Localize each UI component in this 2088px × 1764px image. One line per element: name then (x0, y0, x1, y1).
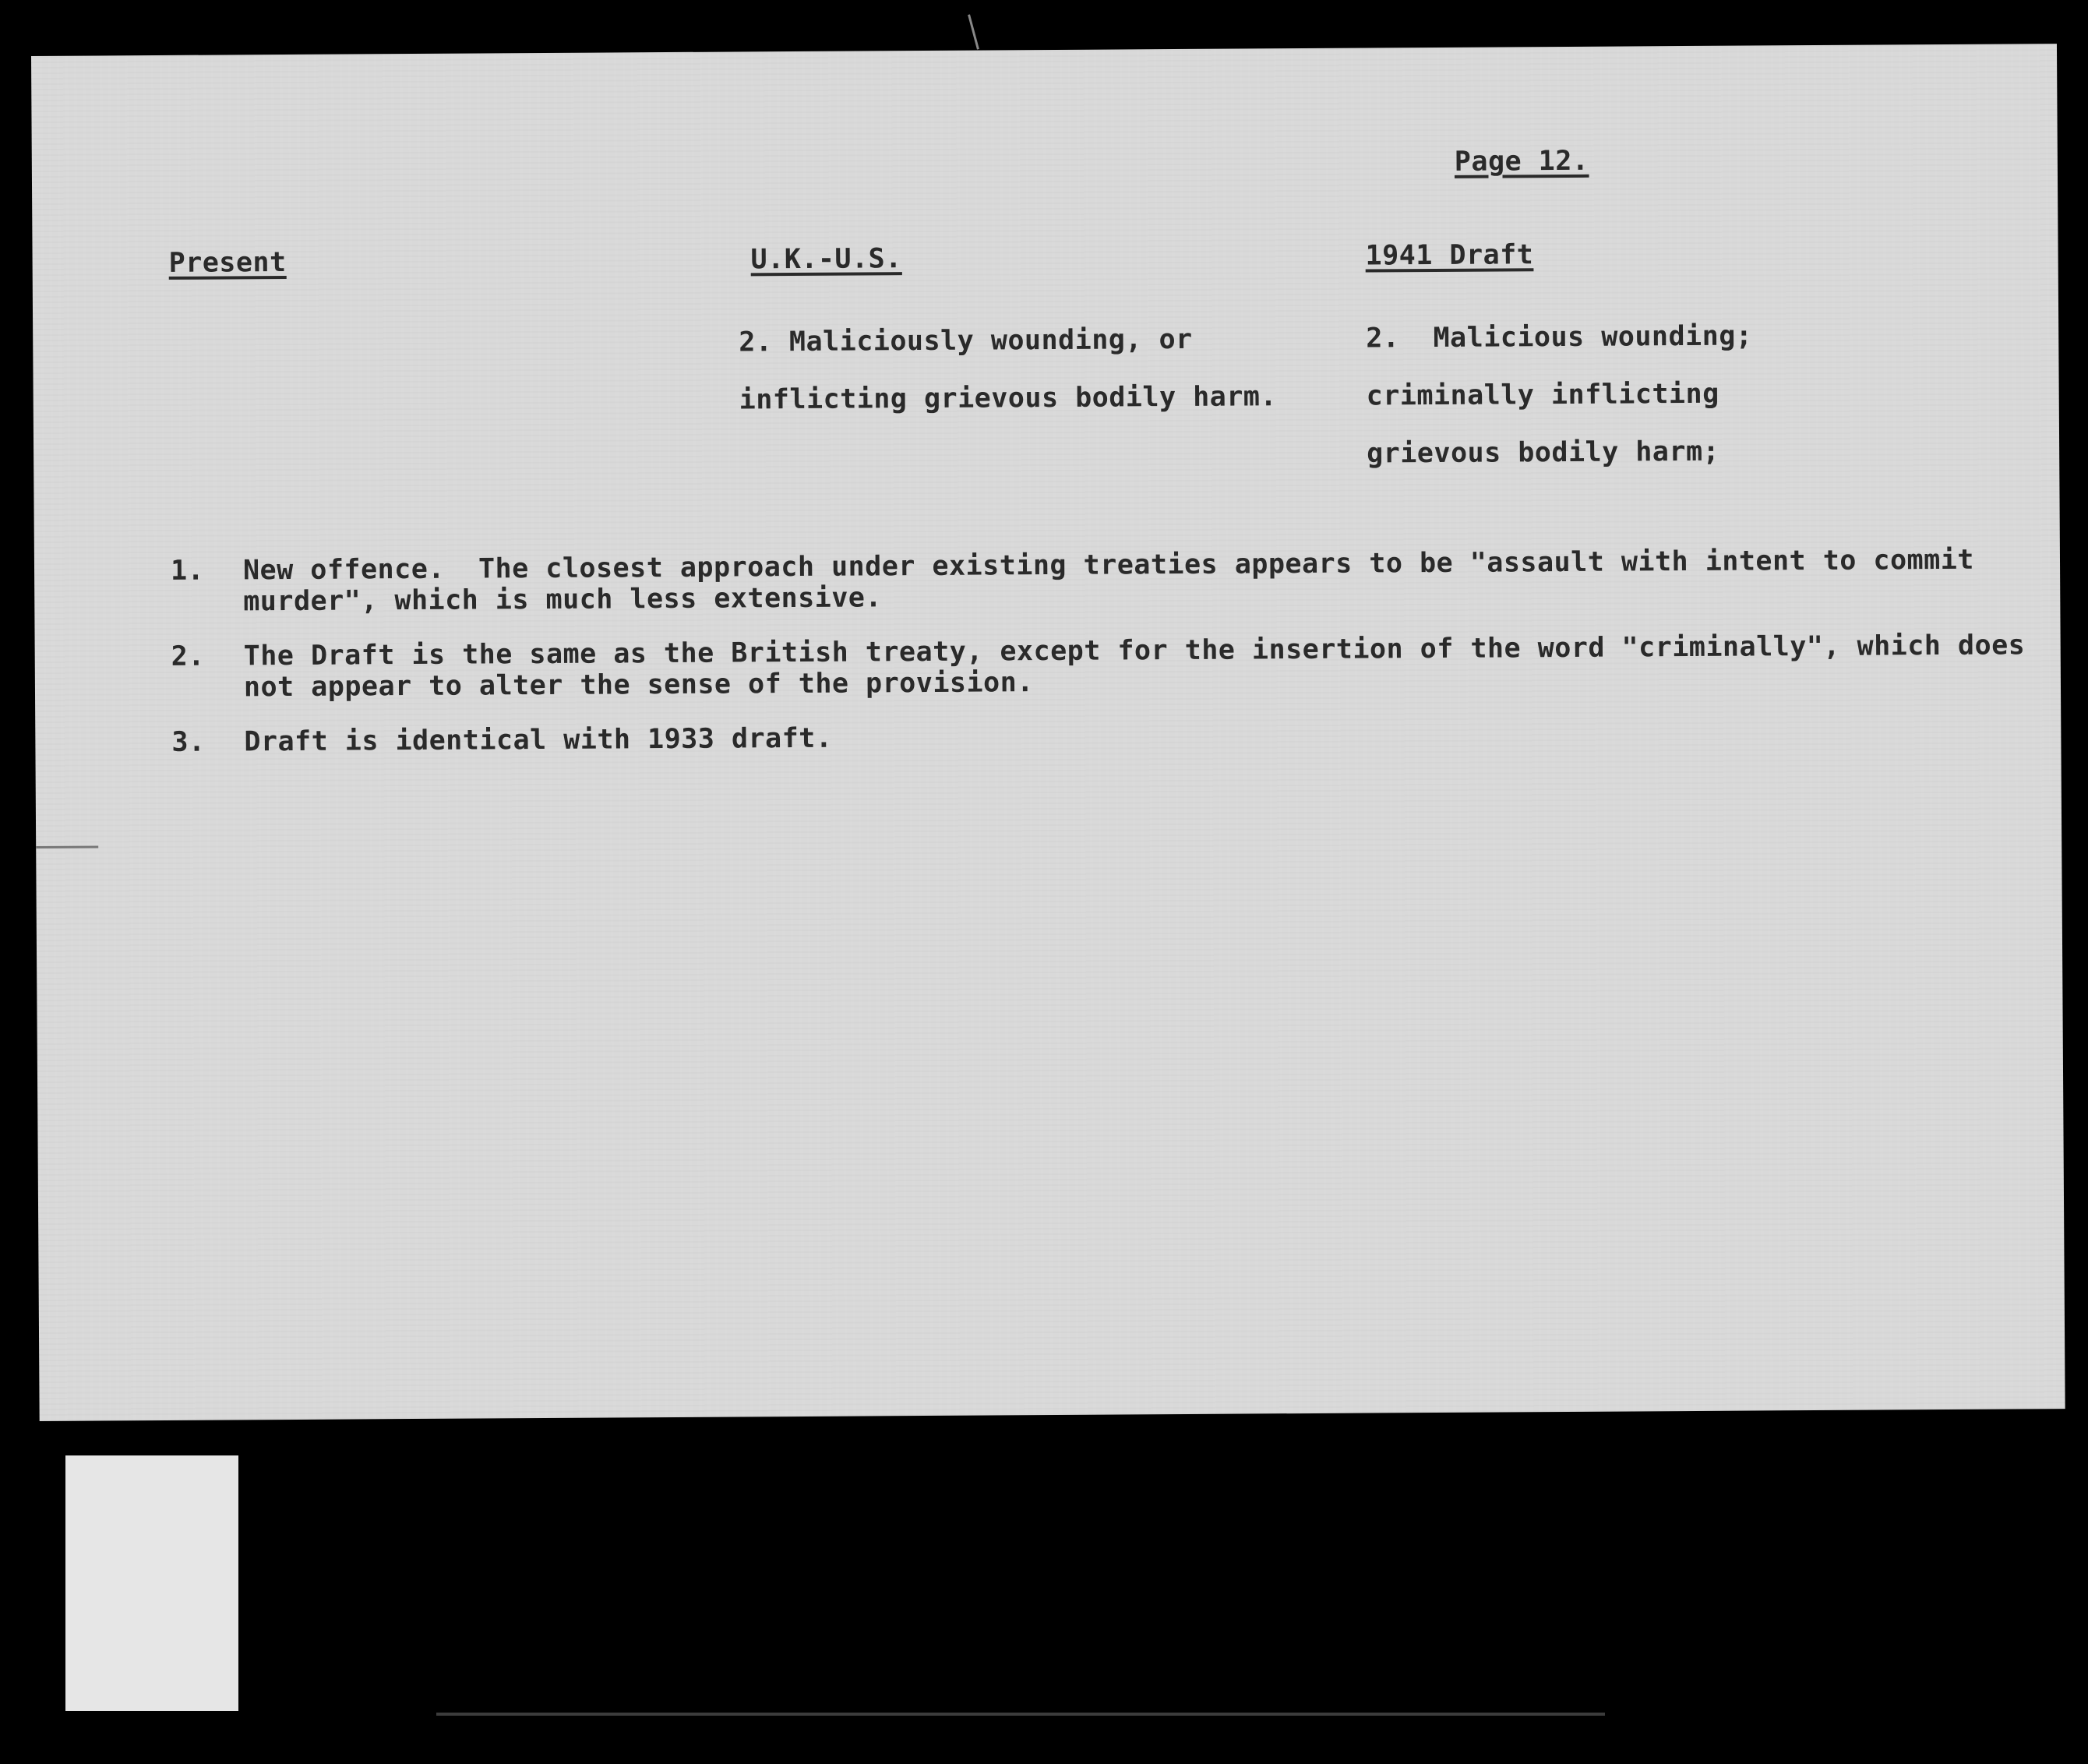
uk-us-entry-line-1: 2. Maliciously wounding, or (739, 323, 1193, 358)
note-number: 1. (170, 555, 205, 587)
note-number: 2. (171, 640, 205, 672)
column-header-present: Present (168, 247, 287, 279)
note-text: New offence. The closest approach under existing treaties appears to be "assault with intent to commit murder", which is much less extensive. (242, 544, 1991, 618)
draft-entry-line-3: grievous bodily harm; (1367, 436, 1720, 470)
note-text: Draft is identical with 1933 draft. (244, 722, 833, 758)
film-edge-line (436, 1713, 1605, 1716)
document-page (31, 44, 2065, 1421)
column-header-1941-draft: 1941 Draft (1365, 239, 1534, 272)
paper-crease (36, 845, 98, 848)
draft-entry-line-1: 2. Malicious wounding; (1366, 320, 1753, 355)
draft-entry-line-2: criminally inflicting (1366, 378, 1719, 412)
page-number: Page 12. (1454, 145, 1589, 178)
calibration-card (65, 1455, 238, 1711)
uk-us-entry-line-2: inflicting grievous bodily harm. (739, 381, 1278, 416)
scan-mark (968, 14, 979, 49)
note-number: 3. (171, 726, 206, 758)
note-text: The Draft is the same as the British treaty, except for the insertion of the word "criminally", which does not appear to alter the sense of the provision. (243, 630, 2042, 704)
column-header-uk-us: U.K.-U.S. (750, 243, 902, 276)
